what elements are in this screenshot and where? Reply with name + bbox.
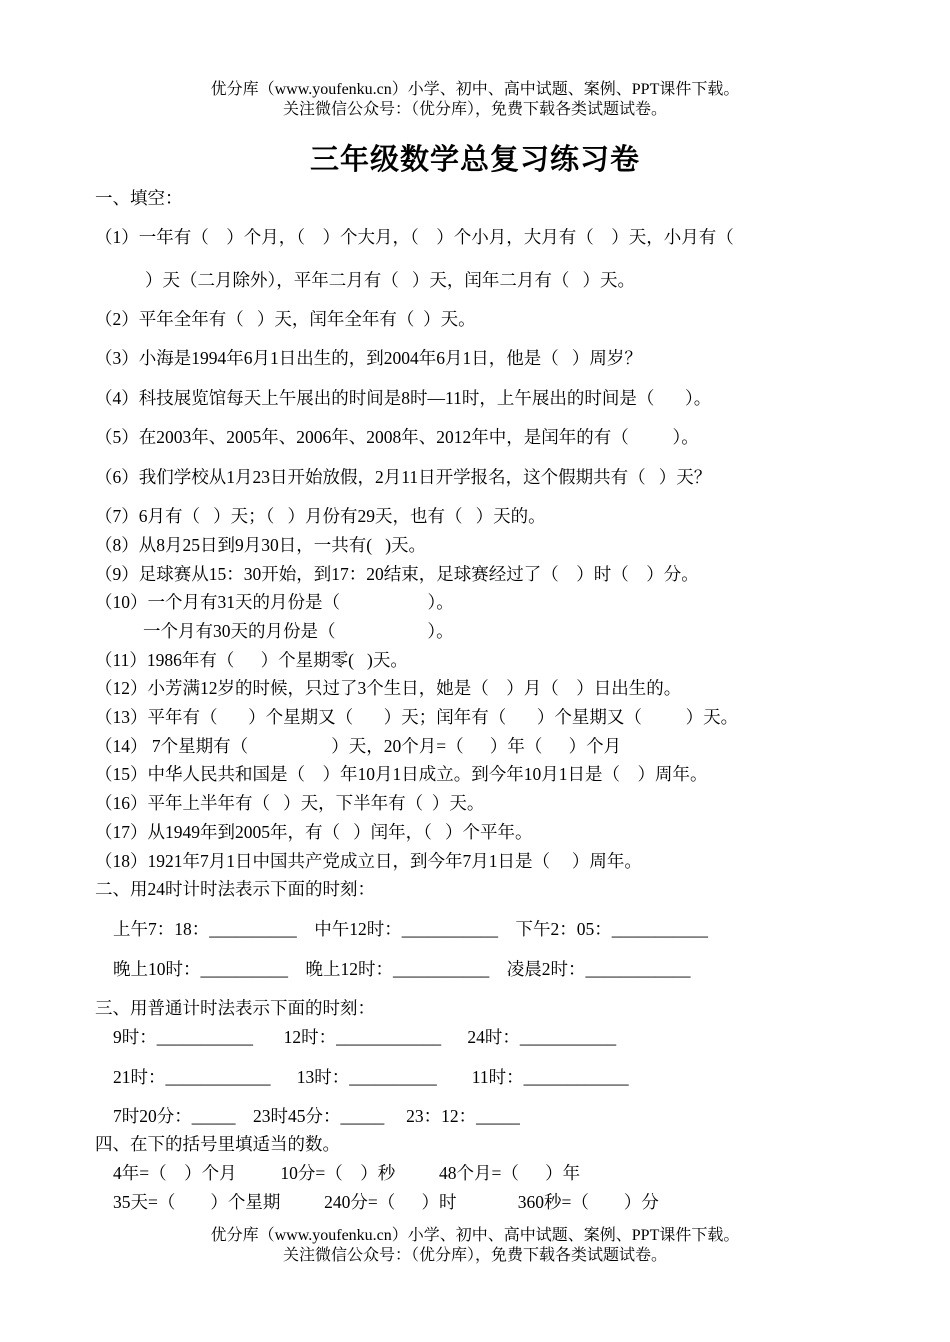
section-3-heading: 三、用普通计时法表示下面的时刻： — [95, 998, 375, 1018]
question-7: （7）6月有（ ）天；（ ）月份有29天，也有（ ）天的。 — [95, 506, 546, 526]
question-17: （17）从1949年到2005年，有（ ）闰年，（ ）个平年。 — [95, 822, 533, 842]
question-9: （9）足球赛从15：30开始，到17：20结束，足球赛经过了（ ）时（ ）分。 — [95, 564, 699, 584]
section-2-row-2: 晚上10时：__________ 晚上12时：___________ 凌晨2时：____________ — [113, 959, 691, 979]
question-8: （8）从8月25日到9月30日，一共有( )天。 — [95, 535, 427, 555]
section-4-row-1: 4年=（ ）个月 10分=（ ）秒 48个月=（ ）年 — [113, 1163, 581, 1183]
section-1-heading: 一、填空： — [95, 188, 183, 208]
question-4: （4）科技展览馆每天上午展出的时间是8时—11时，上午展出的时间是（ ）。 — [95, 388, 712, 408]
section-4-heading: 四、在下的括号里填适当的数。 — [95, 1134, 340, 1154]
question-6: （6）我们学校从1月23日开始放假，2月11日开学报名，这个假期共有（ ）天？ — [95, 467, 712, 487]
section-3-row-1: 9时：___________ 12时：____________ 24时：___________ — [113, 1027, 617, 1047]
question-10a: （10）一个月有31天的月份是（ ）。 — [95, 592, 454, 612]
question-3: （3）小海是1994年6月1日出生的，到2004年6月1日，他是（ ）周岁？ — [95, 348, 642, 368]
footer-line-2: 关注微信公众号：（优分库），免费下载各类试题试卷。 — [282, 1247, 667, 1264]
question-1a: （1）一年有（ ）个月，（ ）个大月，（ ）个小月，大月有（ ）天，小月有（ — [95, 227, 734, 247]
question-11: （11）1986年有（ ）个星期零( )天。 — [95, 650, 408, 670]
question-18: （18）1921年7月1日中国共产党成立日，到今年7月1日是（ ）周年。 — [95, 851, 642, 871]
question-1b: ）天（二月除外），平年二月有（ ）天，闰年二月有（ ）天。 — [145, 270, 635, 290]
question-14: （14） 7个星期有（ ）天，20个月=（ ）年（ ）个月 — [95, 736, 622, 756]
footer-line-1: 优分库（www.youfenku.cn）小学、初中、高中试题、案例、PPT课件下载。 — [210, 1227, 740, 1244]
section-2-heading: 二、用24时计时法表示下面的时刻： — [95, 879, 375, 899]
section-3-row-2: 21时：____________ 13时：__________ 11时：____________ — [113, 1067, 629, 1087]
question-15: （15）中华人民共和国是（ ）年10月1日成立。到今年10月1日是（ ）周年。 — [95, 764, 708, 784]
question-5: （5）在2003年、2005年、2006年、2008年、2012年中，是闰年的有（ ）。 — [95, 427, 699, 447]
page-title: 三年级数学总复习练习卷 — [309, 142, 640, 176]
question-10b: 一个月有30天的月份是（ ）。 — [143, 621, 454, 641]
question-16: （16）平年上半年有（ ）天，下半年有（ ）天。 — [95, 793, 485, 813]
section-4-row-2: 35天=（ ）个星期 240分=（ ）时 360秒=（ ）分 — [113, 1192, 659, 1212]
question-13: （13）平年有（ ）个星期又（ ）天；闰年有（ ）个星期又（ ）天。 — [95, 707, 739, 727]
section-2-row-1: 上午7：18：__________ 中午12时：___________ 下午2：05：___________ — [113, 919, 708, 939]
question-2: （2）平年全年有（ ）天，闰年全年有（ ）天。 — [95, 309, 476, 329]
question-12: （12）小芳满12岁的时候，只过了3个生日，她是（ ）月（ ）日出生的。 — [95, 678, 682, 698]
header-line-2: 关注微信公众号：（优分库），免费下载各类试题试卷。 — [282, 101, 667, 118]
header-line-1: 优分库（www.youfenku.cn）小学、初中、高中试题、案例、PPT课件下载。 — [210, 81, 740, 98]
section-3-row-3: 7时20分：_____ 23时45分：_____ 23：12：_____ — [113, 1106, 520, 1126]
